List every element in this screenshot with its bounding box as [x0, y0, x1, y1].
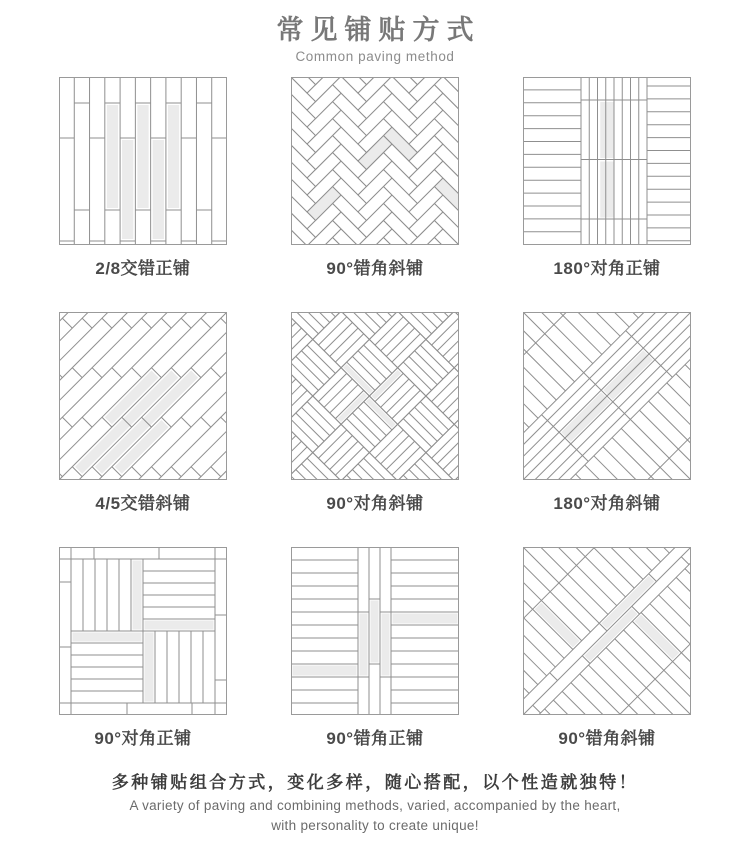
paving-label: 180°对角斜铺 [553, 494, 661, 513]
paving-tile [59, 547, 227, 746]
band-180-diagonal-diagram [523, 312, 691, 480]
paving-tile [291, 547, 459, 746]
page-title: 常见铺贴方式 [276, 15, 481, 45]
basketweave-straight-diagram [59, 547, 227, 715]
paving-label: 90°对角斜铺 [326, 494, 424, 513]
paving-label: 90°对角正铺 [94, 729, 192, 748]
diagonal-stagger-diagram [59, 312, 227, 480]
paving-tile [523, 77, 691, 276]
footer-line-en2: with personality to create unique! [271, 818, 479, 833]
paving-tile [523, 312, 691, 511]
vertical-stagger-diagram [59, 77, 227, 245]
footer [0, 772, 750, 834]
paving-tile [523, 547, 691, 746]
paving-tile [291, 312, 459, 511]
paving-label: 4/5交错斜铺 [95, 494, 191, 513]
band-180-straight-diagram [523, 77, 691, 245]
basketweave-diagonal-diagram [291, 312, 459, 480]
footer-line-cn: 多种铺贴组合方式，变化多样，随心搭配，以个性造就独特！ [111, 773, 639, 792]
herringbone-diagonal-diagram [291, 77, 459, 245]
header [0, 0, 750, 65]
page-subtitle: Common paving method [295, 49, 455, 64]
paving-tile [59, 312, 227, 511]
paving-label: 180°对角正铺 [553, 259, 661, 278]
paving-grid [59, 77, 691, 746]
paving-label: 90°错角正铺 [326, 729, 424, 748]
footer-line-en1: A variety of paving and combining methods, varied, accompanied by the heart, [129, 798, 621, 813]
band-90-diagonal-diagram [523, 547, 691, 715]
paving-tile [291, 77, 459, 276]
paving-label: 2/8交错正铺 [95, 259, 191, 278]
band-90-straight-diagram [291, 547, 459, 715]
paving-label: 90°错角斜铺 [326, 259, 424, 278]
paving-tile [59, 77, 227, 276]
paving-label: 90°错角斜铺 [558, 729, 656, 748]
